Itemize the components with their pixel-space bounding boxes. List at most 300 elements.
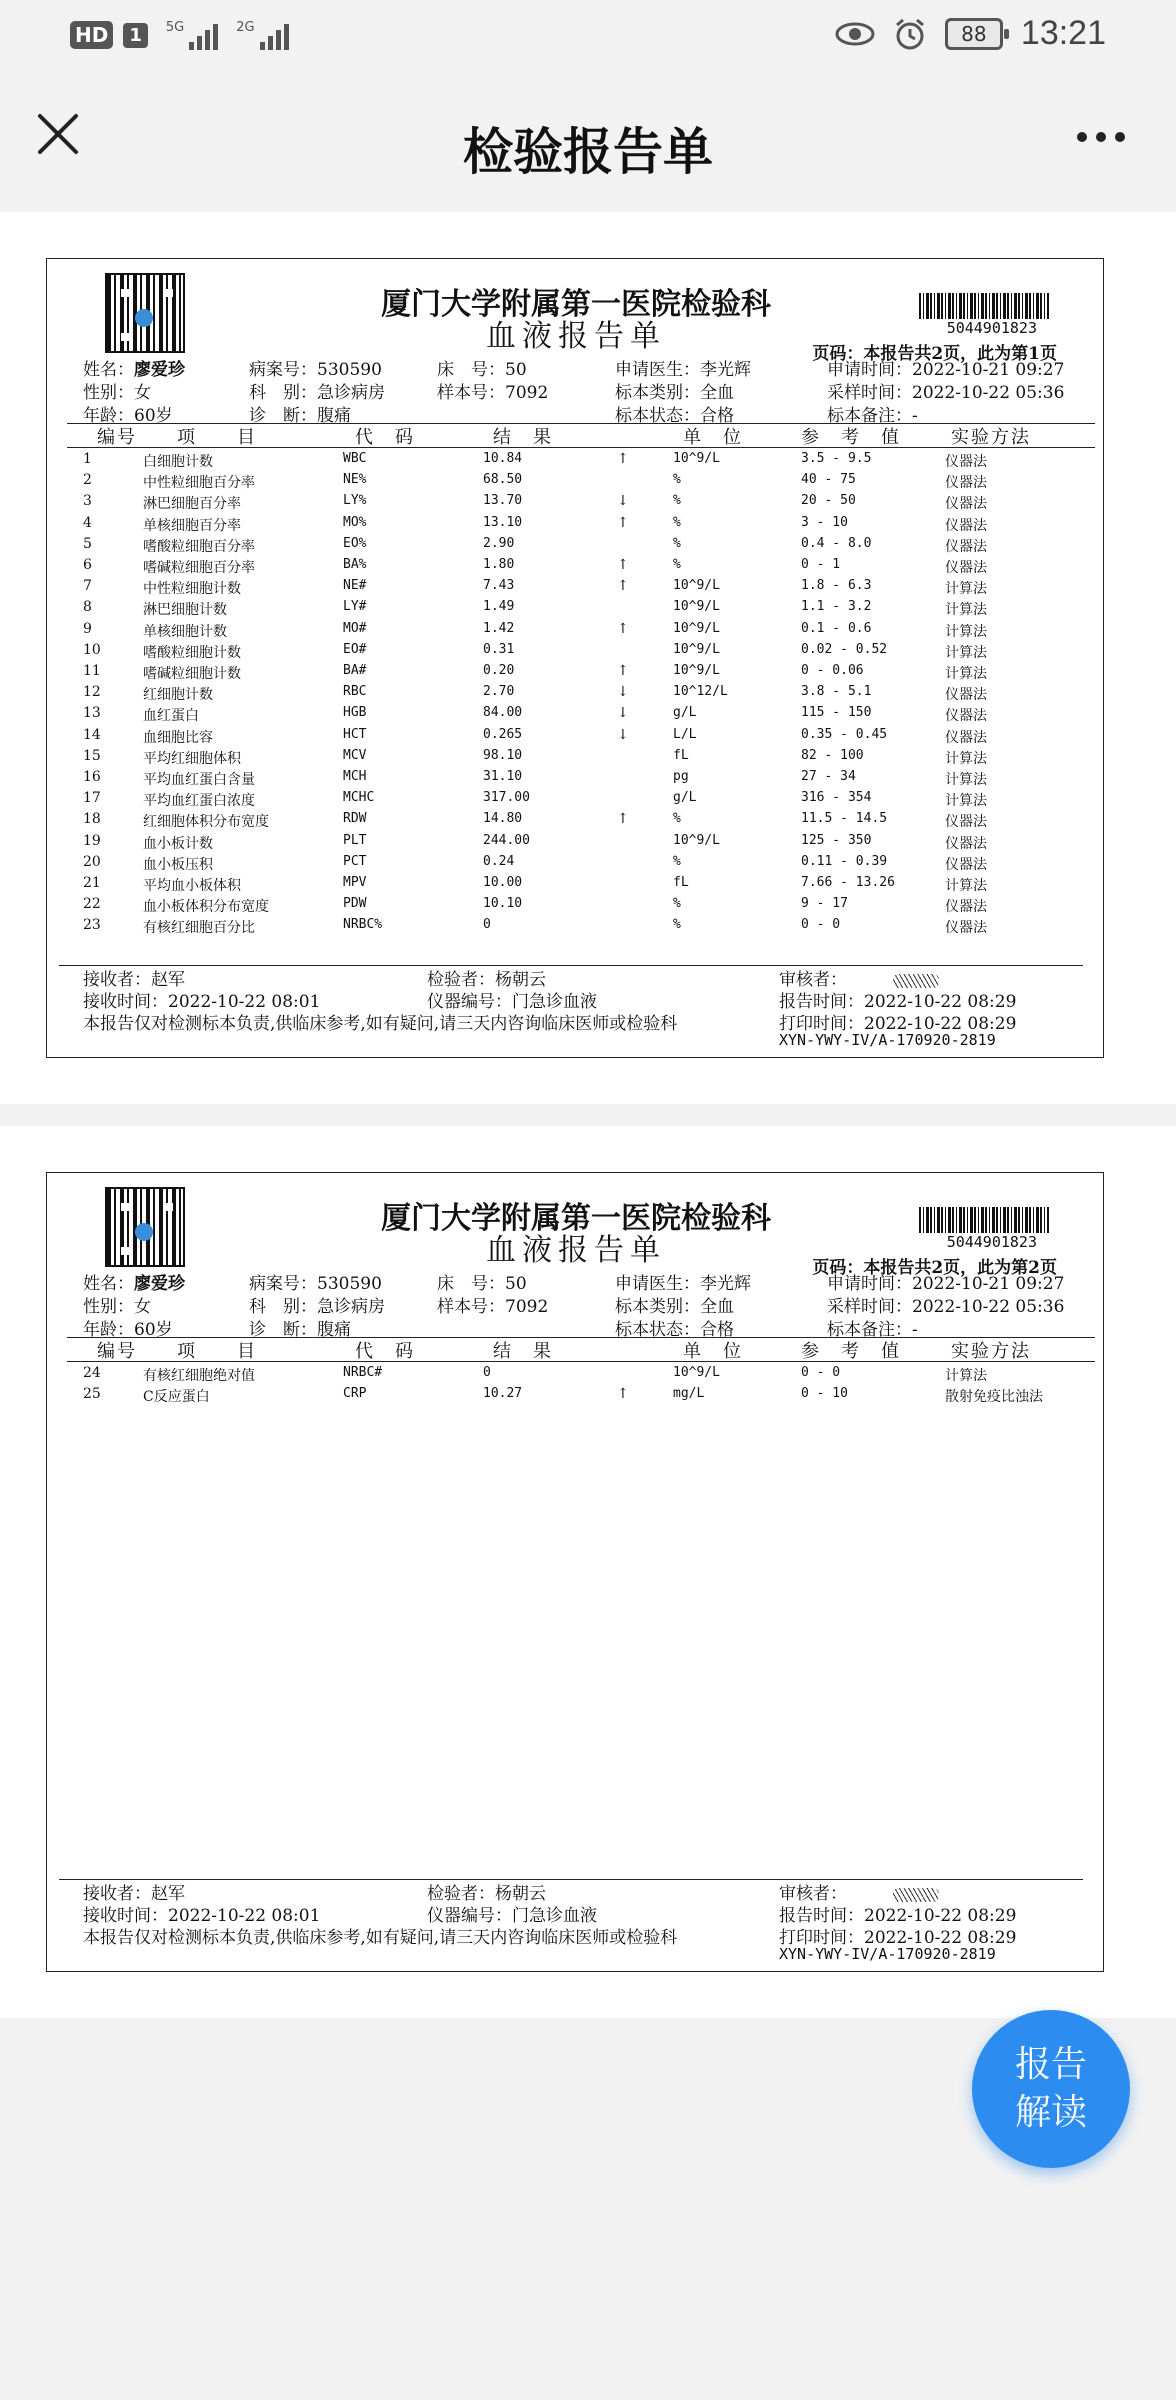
cell-code: PDW xyxy=(343,896,367,912)
cell-name: 单核细胞计数 xyxy=(143,623,227,640)
cell-code: LY# xyxy=(343,599,367,615)
cell-unit: % xyxy=(673,535,681,551)
battery-icon: 88 xyxy=(945,18,1003,50)
cell-no: 15 xyxy=(83,747,101,764)
table-row xyxy=(47,1386,1105,1407)
cell-name: 单核细胞百分率 xyxy=(143,517,241,534)
cell-ref: 316 - 354 xyxy=(801,790,872,806)
col-code: 代 码 xyxy=(355,427,415,448)
cell-code: MCHC xyxy=(343,790,375,806)
cell-name: C反应蛋白 xyxy=(143,1389,210,1406)
cell-ref: 3.8 - 5.1 xyxy=(801,684,872,700)
cell-ref: 11.5 - 14.5 xyxy=(801,811,888,827)
cell-flag: ↑ xyxy=(617,451,629,467)
cell-no: 1 xyxy=(83,451,92,467)
clock: 13:21 xyxy=(1020,14,1106,52)
cell-name: 血小板体积分布宽度 xyxy=(143,899,269,916)
department: 科 别：急诊病房 xyxy=(249,1297,385,1317)
cell-no: 16 xyxy=(83,769,101,785)
cell-unit: % xyxy=(673,514,681,530)
cell-unit: 10^9/L xyxy=(673,832,720,848)
cell-code: WBC xyxy=(343,451,367,466)
cell-result: 7.43 xyxy=(483,578,515,594)
cell-result: 317.00 xyxy=(483,790,530,806)
cell-name: 平均血小板体积 xyxy=(143,878,241,894)
doctor: 申请医生：李光辉 xyxy=(615,1274,751,1294)
instrument: 仪器编号：门急诊血液 xyxy=(427,1906,597,1926)
cell-flag: ↑ xyxy=(617,557,629,573)
cell-no: 3 xyxy=(83,493,92,510)
table-row xyxy=(47,727,1105,748)
report-title: 血液报告单 xyxy=(486,1233,666,1268)
cell-method: 仪器法 xyxy=(945,538,987,555)
cell-ref: 9 - 17 xyxy=(801,896,848,912)
cell-code: MO% xyxy=(343,514,367,530)
table-row xyxy=(47,896,1105,917)
page-title: 检验报告单 xyxy=(463,123,713,181)
report-title: 血液报告单 xyxy=(486,319,666,354)
sim-badge: 1 xyxy=(123,23,148,48)
cell-no: 10 xyxy=(83,641,101,658)
cell-unit: % xyxy=(673,557,681,572)
collect-time: 采样时间：2022-10-22 05:36 xyxy=(827,383,1065,403)
cell-result: 68.50 xyxy=(483,472,523,488)
col-unit: 单 位 xyxy=(683,427,743,448)
cell-method: 仪器法 xyxy=(945,814,987,831)
cell-no: 8 xyxy=(83,599,92,616)
cell-result: 0.24 xyxy=(483,853,515,869)
receiver: 接收者：赵军 xyxy=(83,970,185,990)
cell-unit: 10^12/L xyxy=(673,684,728,700)
table-row xyxy=(47,451,1105,472)
cell-code: NRBC% xyxy=(343,917,383,933)
cell-no: 19 xyxy=(83,832,101,849)
cell-flag: ↓ xyxy=(617,705,629,722)
cell-ref: 0.4 - 8.0 xyxy=(801,535,872,551)
cell-name: 嗜酸粒细胞百分率 xyxy=(143,538,255,555)
cell-unit: 10^9/L xyxy=(673,620,720,636)
network-label-1: 5G xyxy=(165,20,185,35)
cell-method: 计算法 xyxy=(945,623,987,640)
cell-code: EO# xyxy=(343,641,367,657)
signal-5g-icon xyxy=(166,20,218,50)
cell-name: 血细胞比容 xyxy=(143,729,213,746)
cell-method: 仪器法 xyxy=(945,475,987,492)
cell-code: BA% xyxy=(343,557,367,572)
barcode-icon xyxy=(919,1207,1049,1233)
cell-method: 计算法 xyxy=(945,666,987,682)
more-options-button[interactable] xyxy=(1066,112,1136,162)
cell-unit: 10^9/L xyxy=(673,663,720,678)
cell-ref: 20 - 50 xyxy=(801,493,856,509)
col-item: 项 目 xyxy=(177,1341,257,1362)
cell-no: 4 xyxy=(83,514,92,531)
cell-code: NE# xyxy=(343,578,367,594)
cell-result: 14.80 xyxy=(483,811,523,827)
cell-name: 淋巴细胞计数 xyxy=(143,602,227,619)
cell-unit: 10^9/L xyxy=(673,451,720,466)
cell-ref: 0.02 - 0.52 xyxy=(801,641,888,657)
cell-ref: 0 - 1 xyxy=(801,557,841,572)
eye-icon xyxy=(835,21,875,47)
hospital-name: 厦门大学附属第一医院检验科 xyxy=(381,1201,771,1236)
cell-unit: 10^9/L xyxy=(673,599,720,615)
case-number: 病案号：530590 xyxy=(249,1274,382,1294)
table-row xyxy=(47,472,1105,493)
cell-code: MCH xyxy=(343,769,367,784)
page-info: 页码：本报告共2页，此为第2页 xyxy=(812,1258,1057,1278)
cell-code: MO# xyxy=(343,620,367,636)
cell-ref: 0.1 - 0.6 xyxy=(801,620,872,636)
diagnosis: 诊 断：腹痛 xyxy=(249,406,351,426)
col-item: 项 目 xyxy=(177,427,257,448)
cell-unit: % xyxy=(673,811,681,827)
cell-code: MPV xyxy=(343,875,367,890)
col-code: 代 码 xyxy=(355,1341,415,1362)
signature-image xyxy=(893,974,939,988)
cell-flag: ↑ xyxy=(617,514,629,531)
tester: 检验者：杨朝云 xyxy=(427,1884,546,1904)
sample-number: 样本号：7092 xyxy=(437,1297,549,1317)
cell-method: 计算法 xyxy=(945,644,987,661)
cell-unit: % xyxy=(673,493,681,509)
col-result: 结 果 xyxy=(493,427,553,448)
department: 科 别：急诊病房 xyxy=(249,383,385,403)
cell-no: 23 xyxy=(83,917,101,934)
cell-no: 25 xyxy=(83,1386,101,1403)
table-row xyxy=(47,917,1105,938)
cell-code: HGB xyxy=(343,705,367,721)
cell-result: 13.70 xyxy=(483,493,523,509)
app-header xyxy=(0,72,1176,212)
cell-no: 14 xyxy=(83,726,101,743)
cell-no: 20 xyxy=(83,853,101,870)
sample-number: 样本号：7092 xyxy=(437,383,549,403)
cell-flag: ↓ xyxy=(617,493,629,510)
table-row xyxy=(47,599,1105,620)
table-row xyxy=(47,621,1105,642)
cell-no: 17 xyxy=(83,790,101,807)
sample-remark: 标本备注：- xyxy=(827,1320,918,1340)
cell-name: 红细胞体积分布宽度 xyxy=(143,814,269,831)
cell-result: 13.10 xyxy=(483,514,523,530)
receive-time: 接收时间：2022-10-22 08:01 xyxy=(83,992,321,1012)
cell-unit: 10^9/L xyxy=(673,1365,720,1380)
cell-method: 计算法 xyxy=(945,602,987,619)
cell-result: 10.27 xyxy=(483,1386,523,1402)
cell-name: 血红蛋白 xyxy=(143,708,199,725)
col-unit: 单 位 xyxy=(683,1341,743,1362)
doctor: 申请医生：李光辉 xyxy=(615,360,751,380)
cell-code: NE% xyxy=(343,472,367,488)
cell-code: PLT xyxy=(343,832,367,848)
col-ref: 参 考 值 xyxy=(801,427,901,448)
cell-unit: % xyxy=(673,896,681,912)
cell-code: LY% xyxy=(343,493,367,509)
cell-no: 13 xyxy=(83,705,101,722)
cell-ref: 3.5 - 9.5 xyxy=(801,451,872,466)
table-row xyxy=(47,790,1105,811)
table-row xyxy=(47,705,1105,726)
reviewer: 审核者： xyxy=(779,1879,939,1904)
table-row xyxy=(47,493,1105,514)
page-info: 页码：本报告共2页，此为第1页 xyxy=(812,344,1057,364)
col-no: 编号 xyxy=(97,427,137,448)
cell-code: MCV xyxy=(343,747,367,763)
cell-code: BA# xyxy=(343,663,367,678)
cell-method: 仪器法 xyxy=(945,856,987,873)
cell-result: 0 xyxy=(483,917,491,933)
patient-name: 姓名：廖爱珍 xyxy=(83,1274,185,1294)
signature-image xyxy=(893,1888,939,1902)
cell-method: 仪器法 xyxy=(945,729,987,746)
cell-method: 计算法 xyxy=(945,750,987,767)
report-panel-2 xyxy=(0,1126,1176,2018)
report-time: 报告时间：2022-10-22 08:29 xyxy=(779,1906,1017,1926)
col-no: 编号 xyxy=(97,1341,137,1362)
cell-unit: % xyxy=(673,853,681,869)
diagnosis: 诊 断：腹痛 xyxy=(249,1320,351,1340)
cell-result: 0.265 xyxy=(483,726,523,742)
collect-time: 采样时间：2022-10-22 05:36 xyxy=(827,1297,1065,1317)
cell-name: 淋巴细胞百分率 xyxy=(143,496,241,513)
barcode-number: 5044901823 xyxy=(946,1233,1037,1251)
cell-name: 嗜碱粒细胞百分率 xyxy=(143,560,255,576)
bed-number: 床 号：50 xyxy=(437,1274,527,1294)
cell-method: 仪器法 xyxy=(945,835,987,852)
cell-ref: 0 - 0 xyxy=(801,917,841,933)
sample-type: 标本类别：全血 xyxy=(615,1297,734,1317)
cell-result: 98.10 xyxy=(483,747,523,763)
cell-unit: fL xyxy=(673,747,689,763)
cell-result: 2.70 xyxy=(483,684,515,700)
cell-no: 18 xyxy=(83,811,101,828)
cell-unit: pg xyxy=(673,769,689,784)
cell-name: 有核红细胞绝对值 xyxy=(143,1368,255,1384)
cell-method: 计算法 xyxy=(945,793,987,810)
cell-method: 仪器法 xyxy=(945,920,987,937)
cell-code: RDW xyxy=(343,811,367,827)
cell-method: 计算法 xyxy=(945,1368,987,1384)
cell-result: 84.00 xyxy=(483,705,523,721)
patient-age: 年龄：60岁 xyxy=(83,406,173,426)
cell-name: 白细胞计数 xyxy=(143,454,213,470)
divider xyxy=(67,447,1095,448)
cell-name: 中性粒细胞百分率 xyxy=(143,475,255,492)
cell-ref: 40 - 75 xyxy=(801,472,856,488)
cell-ref: 0.11 - 0.39 xyxy=(801,853,888,869)
receiver: 接收者：赵军 xyxy=(83,1884,185,1904)
cell-method: 仪器法 xyxy=(945,687,987,704)
col-ref: 参 考 值 xyxy=(801,1341,901,1362)
cell-method: 仪器法 xyxy=(945,560,987,576)
cell-result: 0 xyxy=(483,1365,491,1380)
cell-no: 21 xyxy=(83,875,101,891)
cell-result: 1.80 xyxy=(483,557,515,572)
report-sheet-2[interactable] xyxy=(46,1172,1104,1972)
cell-result: 2.90 xyxy=(483,535,515,551)
cell-ref: 0 - 10 xyxy=(801,1386,848,1402)
cell-name: 嗜酸粒细胞计数 xyxy=(143,644,241,661)
sample-remark: 标本备注：- xyxy=(827,406,918,426)
cell-no: 6 xyxy=(83,557,92,573)
cell-flag: ↓ xyxy=(617,684,629,701)
cell-name: 平均血红蛋白浓度 xyxy=(143,793,255,810)
cell-unit: 10^9/L xyxy=(673,578,720,594)
apply-time: 申请时间：2022-10-21 09:27 xyxy=(827,1274,1065,1294)
disclaimer: 本报告仅对检测标本负责,供临床参考,如有疑问,请三天内咨询临床医师或检验科 xyxy=(83,1928,678,1948)
cell-no: 12 xyxy=(83,684,101,701)
cell-code: RBC xyxy=(343,684,367,700)
cell-method: 仪器法 xyxy=(945,708,987,725)
report-time: 报告时间：2022-10-22 08:29 xyxy=(779,992,1017,1012)
cell-method: 仪器法 xyxy=(945,454,987,470)
fab-label-line1: 报告 xyxy=(1014,2044,1087,2085)
col-method: 实验方法 xyxy=(951,1341,1031,1362)
cell-unit: 10^9/L xyxy=(673,641,720,657)
cell-name: 血小板压积 xyxy=(143,856,213,873)
cell-method: 仪器法 xyxy=(945,496,987,513)
hospital-name: 厦门大学附属第一医院检验科 xyxy=(381,287,771,322)
cell-ref: 27 - 34 xyxy=(801,769,856,784)
cell-result: 1.42 xyxy=(483,620,515,636)
apply-time: 申请时间：2022-10-21 09:27 xyxy=(827,360,1065,380)
cell-flag: ↑ xyxy=(617,578,629,595)
cell-unit: L/L xyxy=(673,726,697,742)
cell-ref: 82 - 100 xyxy=(801,747,864,763)
cell-unit: % xyxy=(673,472,681,488)
doc-code: XYN-YWY-IV/A-170920-2819 xyxy=(779,1945,996,1963)
alarm-icon xyxy=(893,17,927,51)
cell-ref: 1.8 - 6.3 xyxy=(801,578,872,594)
cell-ref: 0.35 - 0.45 xyxy=(801,726,888,742)
cell-unit: fL xyxy=(673,875,689,890)
cell-result: 31.10 xyxy=(483,769,523,784)
cell-code: CRP xyxy=(343,1386,367,1402)
reviewer: 审核者： xyxy=(779,965,939,990)
case-number: 病案号：530590 xyxy=(249,360,382,380)
cell-ref: 0 - 0 xyxy=(801,1365,841,1380)
patient-age: 年龄：60岁 xyxy=(83,1320,173,1340)
cell-unit: % xyxy=(673,917,681,933)
cell-result: 10.84 xyxy=(483,451,523,466)
cell-ref: 1.1 - 3.2 xyxy=(801,599,872,615)
cell-method: 计算法 xyxy=(945,581,987,598)
cell-code: NRBC# xyxy=(343,1365,383,1380)
cell-result: 244.00 xyxy=(483,832,530,848)
cell-flag: ↑ xyxy=(617,620,629,637)
cell-no: 24 xyxy=(83,1365,101,1381)
col-method: 实验方法 xyxy=(951,427,1031,448)
divider xyxy=(67,1361,1095,1362)
sample-type: 标本类别：全血 xyxy=(615,383,734,403)
report-sheet-1[interactable] xyxy=(46,258,1104,1058)
cell-name: 有核红细胞百分比 xyxy=(143,920,255,937)
cell-method: 仪器法 xyxy=(945,517,987,534)
print-time: 打印时间：2022-10-22 08:29 xyxy=(779,1928,1017,1948)
signal-2g-icon xyxy=(236,20,288,50)
patient-name: 姓名：廖爱珍 xyxy=(83,360,185,380)
table-row xyxy=(47,663,1105,684)
instrument: 仪器编号：门急诊血液 xyxy=(427,992,597,1012)
cell-no: 7 xyxy=(83,578,92,595)
table-row xyxy=(47,769,1105,790)
cell-unit: mg/L xyxy=(673,1386,705,1402)
table-row xyxy=(47,1365,1105,1386)
cell-ref: 115 - 150 xyxy=(801,705,872,721)
print-time: 打印时间：2022-10-22 08:29 xyxy=(779,1014,1017,1034)
cell-ref: 7.66 - 13.26 xyxy=(801,875,895,890)
cell-no: 2 xyxy=(83,472,92,489)
table-row xyxy=(47,875,1105,896)
cell-ref: 3 - 10 xyxy=(801,514,848,530)
patient-sex: 性别：女 xyxy=(83,383,151,403)
cell-result: 1.49 xyxy=(483,599,515,615)
more-icon xyxy=(1077,132,1125,142)
table-row xyxy=(47,515,1105,536)
network-label-2: 2G xyxy=(236,20,255,35)
receive-time: 接收时间：2022-10-22 08:01 xyxy=(83,1906,321,1926)
col-result: 结 果 xyxy=(493,1341,553,1362)
sample-state: 标本状态：合格 xyxy=(615,1320,734,1340)
cell-name: 平均血红蛋白含量 xyxy=(143,772,255,788)
cell-code: EO% xyxy=(343,535,367,551)
cell-name: 平均红细胞体积 xyxy=(143,750,241,767)
cell-ref: 0 - 0.06 xyxy=(801,663,864,678)
cell-result: 0.20 xyxy=(483,663,515,678)
cell-result: 0.31 xyxy=(483,641,515,657)
hd-badge: HD xyxy=(70,21,113,49)
cell-no: 9 xyxy=(83,620,92,637)
doc-code: XYN-YWY-IV/A-170920-2819 xyxy=(779,1031,996,1049)
cell-code: PCT xyxy=(343,853,367,869)
table-row xyxy=(47,684,1105,705)
table-row xyxy=(47,557,1105,578)
patient-sex: 性别：女 xyxy=(83,1297,151,1317)
table-row xyxy=(47,578,1105,599)
table-row xyxy=(47,536,1105,557)
disclaimer: 本报告仅对检测标本负责,供临床参考,如有疑问,请三天内咨询临床医师或检验科 xyxy=(83,1014,678,1034)
cell-method: 计算法 xyxy=(945,878,987,894)
cell-no: 11 xyxy=(83,663,101,679)
cell-method: 计算法 xyxy=(945,772,987,788)
cell-method: 仪器法 xyxy=(945,899,987,916)
fab-label-line2: 解读 xyxy=(1014,2092,1087,2133)
cell-ref: 125 - 350 xyxy=(801,832,872,848)
cell-method: 散射免疫比浊法 xyxy=(945,1389,1043,1406)
cell-no: 5 xyxy=(83,535,92,552)
barcode-icon xyxy=(919,293,1049,319)
cell-unit: g/L xyxy=(673,790,697,806)
bed-number: 床 号：50 xyxy=(437,360,527,380)
sample-state: 标本状态：合格 xyxy=(615,406,734,426)
table-row xyxy=(47,854,1105,875)
table-row xyxy=(47,833,1105,854)
report-panel-1 xyxy=(0,212,1176,1104)
cell-name: 中性粒细胞计数 xyxy=(143,581,241,598)
tester: 检验者：杨朝云 xyxy=(427,970,546,990)
cell-flag: ↑ xyxy=(617,1386,629,1403)
table-row xyxy=(47,748,1105,769)
cell-flag: ↓ xyxy=(617,726,629,743)
status-bar xyxy=(0,0,1176,72)
cell-name: 血小板计数 xyxy=(143,835,213,852)
cell-name: 嗜碱粒细胞计数 xyxy=(143,666,241,682)
report-interpretation-button[interactable] xyxy=(972,2010,1130,2168)
cell-flag: ↑ xyxy=(617,663,629,679)
cell-name: 红细胞计数 xyxy=(143,687,213,704)
cell-result: 10.00 xyxy=(483,875,523,890)
